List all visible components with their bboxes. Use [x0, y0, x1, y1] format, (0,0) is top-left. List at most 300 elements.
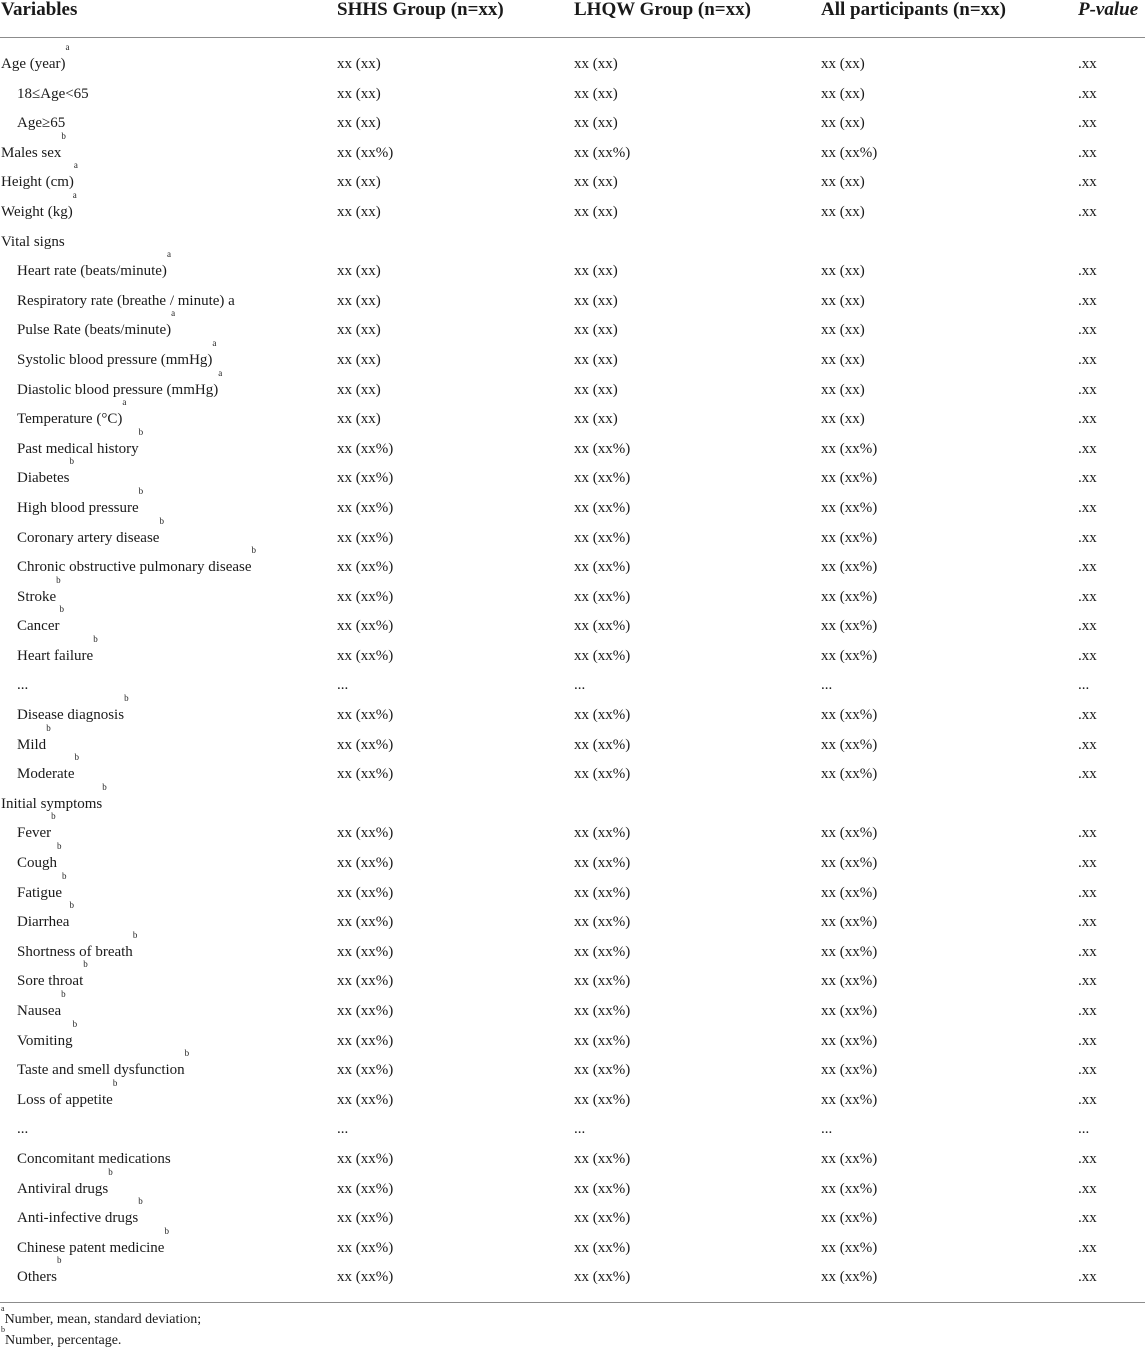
cell-lhqw: xx (xx%) — [574, 144, 631, 161]
cell-all: xx (xx%) — [821, 1003, 878, 1019]
cell-p-value: .xx — [1078, 85, 1097, 102]
cell-shhs: xx (xx%) — [337, 440, 394, 457]
row-label — [17, 79, 89, 109]
cell-shhs: xx (xx%) — [337, 499, 394, 516]
row-label — [1, 42, 70, 79]
cell-all: xx (xx%) — [821, 499, 878, 516]
cell-lhqw: xx (xx%) — [574, 855, 631, 872]
table-row — [0, 249, 1145, 286]
cell-shhs: ... — [337, 677, 349, 694]
row-label-text: Vital signs — [1, 233, 65, 250]
row-label — [17, 633, 98, 671]
row-label — [17, 249, 171, 286]
row-label-text: Systolic blood pressure (mmHg) — [17, 351, 213, 368]
cell-shhs: xx (xx%) — [337, 529, 394, 546]
table-bottom-rule — [0, 1302, 1145, 1303]
cell-all: xx (xx) — [821, 85, 865, 102]
row-label-text: Age≥65 — [17, 115, 66, 132]
table-body — [0, 42, 1145, 1292]
cell-p-value: .xx — [1078, 707, 1097, 724]
cell-shhs: xx (xx%) — [337, 766, 394, 783]
cell-all: xx (xx%) — [821, 1269, 878, 1286]
row-label — [17, 397, 127, 434]
row-label-text: Loss of appetite — [17, 1091, 113, 1108]
cell-shhs: xx (xx%) — [337, 1150, 394, 1167]
row-label-text: Sore throat — [17, 973, 84, 990]
cell-all: xx (xx%) — [821, 470, 878, 487]
cell-shhs: xx (xx%) — [337, 647, 394, 664]
row-label-text: Others — [17, 1269, 57, 1286]
row-label — [17, 1255, 62, 1292]
table-row — [0, 1077, 1145, 1115]
header-variables: Variables — [1, 0, 78, 20]
table-row — [0, 79, 1145, 109]
cell-all: xx (xx%) — [821, 1091, 878, 1108]
cell-all: xx (xx) — [821, 263, 865, 280]
row-label — [17, 1048, 190, 1085]
footnote-marker: b — [59, 604, 64, 615]
row-label — [17, 1018, 78, 1056]
table-row — [0, 1048, 1145, 1085]
cell-p-value: .xx — [1078, 855, 1097, 872]
cell-all: xx (xx) — [821, 381, 865, 398]
cell-all: xx (xx%) — [821, 440, 878, 457]
cell-shhs: xx (xx) — [337, 115, 381, 132]
cell-lhqw: xx (xx%) — [574, 440, 631, 457]
cell-p-value: .xx — [1078, 263, 1097, 280]
cell-all: xx (xx%) — [821, 884, 878, 901]
row-label — [1, 189, 77, 227]
footnote-marker: b — [61, 130, 66, 141]
table-row — [0, 130, 1145, 171]
cell-p-value: .xx — [1078, 1180, 1097, 1197]
cell-all: xx (xx%) — [821, 1032, 878, 1049]
cell-all: ... — [821, 677, 833, 694]
row-label-text: Chinese patent medicine — [17, 1239, 165, 1256]
cell-lhqw: xx (xx%) — [574, 529, 631, 546]
footnote-marker: b — [61, 989, 66, 999]
cell-lhqw: xx (xx%) — [574, 973, 631, 990]
table-row — [0, 1114, 1145, 1144]
footnote-marker: b — [184, 1048, 190, 1059]
table-row — [0, 959, 1145, 996]
row-label-text: Respiratory rate (breathe / minute) a — [17, 292, 235, 309]
table-row — [0, 900, 1145, 937]
table-row — [0, 989, 1145, 1026]
table-row — [0, 160, 1145, 197]
cell-lhqw: xx (xx) — [574, 263, 618, 280]
row-label-text: Males sex — [1, 144, 62, 161]
footnote-marker: a — [212, 337, 217, 348]
table-header — [0, 0, 1145, 38]
cell-lhqw: xx (xx) — [574, 381, 618, 398]
cell-lhqw: xx (xx%) — [574, 884, 631, 901]
cell-lhqw: xx (xx%) — [574, 1269, 631, 1286]
cell-shhs: xx (xx) — [337, 381, 381, 398]
cell-all: xx (xx%) — [821, 529, 878, 546]
row-label — [17, 545, 257, 582]
table-row — [0, 367, 1145, 408]
cell-shhs: xx (xx) — [337, 292, 381, 309]
cell-lhqw: xx (xx%) — [574, 618, 631, 635]
footnote-marker: a — [218, 367, 223, 378]
row-label — [17, 752, 79, 789]
table-row — [0, 633, 1145, 671]
table-row — [0, 1018, 1145, 1059]
cell-lhqw: xx (xx%) — [574, 1003, 631, 1019]
row-label — [17, 1166, 113, 1204]
cell-p-value: .xx — [1078, 825, 1097, 842]
cell-lhqw: xx (xx%) — [574, 1062, 631, 1079]
row-label-text: Age (year) — [1, 56, 66, 72]
cell-shhs: ... — [337, 1121, 349, 1138]
cell-shhs: xx (xx%) — [337, 1032, 394, 1049]
cell-all: xx (xx%) — [821, 1062, 878, 1079]
cell-shhs: xx (xx%) — [337, 144, 394, 161]
header-all-participants: All participants (n=xx) — [821, 0, 1006, 20]
cell-all: xx (xx) — [821, 56, 865, 72]
cell-lhqw: xx (xx) — [574, 322, 618, 339]
cell-all: xx (xx%) — [821, 766, 878, 783]
footnote-b-text: Number, percentage. — [5, 1333, 122, 1348]
cell-lhqw: xx (xx%) — [574, 914, 631, 931]
cell-lhqw: xx (xx%) — [574, 647, 631, 664]
row-label — [17, 108, 65, 138]
cell-lhqw: ... — [574, 1121, 586, 1138]
row-label-text: Chronic obstructive pulmonary disease — [17, 559, 252, 576]
cell-lhqw: xx (xx) — [574, 411, 618, 428]
table-row — [0, 722, 1145, 763]
cell-lhqw: xx (xx%) — [574, 766, 631, 783]
cell-p-value: .xx — [1078, 115, 1097, 132]
row-label — [17, 1144, 171, 1174]
cell-all: xx (xx%) — [821, 973, 878, 990]
table-row — [0, 1255, 1145, 1292]
row-label — [17, 900, 74, 937]
cell-all: xx (xx) — [821, 203, 865, 220]
table-row — [0, 1166, 1145, 1207]
cell-shhs: xx (xx%) — [337, 884, 394, 901]
cell-shhs: xx (xx%) — [337, 470, 394, 487]
cell-all: xx (xx%) — [821, 144, 878, 161]
cell-all: xx (xx%) — [821, 707, 878, 724]
row-label — [17, 515, 164, 553]
row-label-text: 18≤Age<65 — [17, 85, 89, 102]
cell-lhqw: xx (xx%) — [574, 943, 631, 960]
table-row — [0, 870, 1145, 911]
footnote-marker: b — [164, 1225, 169, 1236]
table-row — [0, 545, 1145, 582]
cell-shhs: xx (xx) — [337, 351, 381, 368]
cell-p-value: .xx — [1078, 174, 1097, 191]
row-label-text: Weight (kg) — [1, 203, 73, 220]
footnote-marker: b — [57, 841, 62, 852]
footnote-marker: b — [159, 515, 164, 526]
footnote-marker: b — [62, 870, 67, 881]
cell-all: xx (xx%) — [821, 825, 878, 842]
cell-p-value: .xx — [1078, 381, 1097, 398]
table-row — [0, 1196, 1145, 1233]
row-label — [17, 308, 176, 345]
footnote-marker: a — [122, 397, 127, 408]
table-row — [0, 108, 1145, 138]
cell-shhs: xx (xx%) — [337, 1091, 394, 1108]
cell-shhs: xx (xx%) — [337, 1239, 394, 1256]
cell-p-value: .xx — [1078, 973, 1097, 990]
row-label — [17, 286, 235, 319]
footnote-marker: b — [69, 456, 74, 467]
cell-all: xx (xx) — [821, 174, 865, 191]
footnote-marker: a — [73, 160, 78, 171]
cell-p-value: .xx — [1078, 351, 1097, 368]
cell-p-value: .xx — [1078, 411, 1097, 428]
cell-p-value: .xx — [1078, 1003, 1097, 1019]
table-row — [0, 515, 1145, 556]
cell-lhqw: xx (xx%) — [574, 1180, 631, 1197]
cell-all: ... — [821, 1121, 833, 1138]
footnote-marker: a — [72, 189, 77, 200]
cell-lhqw: xx (xx) — [574, 203, 618, 220]
row-label — [17, 604, 64, 641]
footnote-marker: b — [51, 811, 56, 822]
cell-lhqw: xx (xx%) — [574, 1239, 631, 1256]
footnote-marker: b — [57, 1255, 62, 1266]
row-label — [17, 959, 88, 996]
row-label — [17, 1196, 143, 1233]
footnote-marker: b — [251, 545, 257, 556]
table-row — [0, 308, 1145, 345]
cell-shhs: xx (xx) — [337, 263, 381, 280]
row-label — [1, 130, 66, 168]
footnote-a-text: Number, mean, standard deviation; — [4, 1312, 202, 1327]
cell-shhs: xx (xx%) — [337, 588, 394, 605]
footnote-marker: b — [138, 1196, 143, 1207]
table-row — [0, 1225, 1145, 1266]
cell-shhs: xx (xx%) — [337, 825, 394, 842]
row-label-text: Diastolic blood pressure (mmHg) — [17, 381, 219, 398]
footnote-b — [1, 1325, 122, 1350]
row-label — [17, 670, 28, 700]
footnote-marker: b — [132, 929, 138, 940]
row-label-text: Pulse Rate (beats/minute) — [17, 322, 172, 339]
table-row — [0, 189, 1145, 227]
cell-p-value: .xx — [1078, 470, 1097, 487]
table-row — [0, 693, 1145, 730]
cell-shhs: xx (xx%) — [337, 559, 394, 576]
header-shhs-group: SHHS Group (n=xx) — [337, 0, 504, 20]
footnote-marker: a — [166, 249, 171, 260]
cell-p-value: .xx — [1078, 203, 1097, 220]
row-label-text: Taste and smell dysfunction — [17, 1062, 185, 1079]
row-label — [17, 989, 66, 1026]
cell-p-value: .xx — [1078, 1269, 1097, 1286]
cell-shhs: xx (xx) — [337, 322, 381, 339]
row-label-text: Mild — [17, 736, 47, 753]
cell-lhqw: xx (xx%) — [574, 499, 631, 516]
cell-p-value: .xx — [1078, 559, 1097, 576]
cell-lhqw: xx (xx) — [574, 351, 618, 368]
footnote-marker: b — [72, 1018, 78, 1029]
cell-all: xx (xx) — [821, 115, 865, 132]
footnote-marker: b — [69, 900, 74, 911]
footnote-marker: b — [83, 959, 88, 970]
row-label-text: Concomitant medications — [17, 1150, 171, 1167]
cell-p-value: .xx — [1078, 529, 1097, 546]
cell-lhqw: xx (xx) — [574, 292, 618, 309]
row-label-text: Fatigue — [17, 884, 62, 901]
cell-p-value: .xx — [1078, 766, 1097, 783]
cell-p-value: .xx — [1078, 588, 1097, 605]
cell-lhqw: xx (xx%) — [574, 588, 631, 605]
cell-all: xx (xx%) — [821, 618, 878, 635]
cell-lhqw: xx (xx%) — [574, 825, 631, 842]
row-label — [17, 1225, 169, 1266]
row-label-text: ... — [17, 1121, 29, 1138]
cell-lhqw: xx (xx%) — [574, 1150, 631, 1167]
row-label — [17, 929, 138, 970]
footnote-marker: b — [124, 693, 129, 704]
cell-shhs: xx (xx%) — [337, 1210, 394, 1227]
cell-shhs: xx (xx%) — [337, 618, 394, 635]
row-label — [17, 722, 51, 760]
cell-lhqw: xx (xx%) — [574, 1032, 631, 1049]
row-label-text: Coronary artery disease — [17, 529, 160, 546]
cell-all: xx (xx) — [821, 411, 865, 428]
cell-p-value: .xx — [1078, 440, 1097, 457]
table-row — [0, 752, 1145, 789]
footnote-a — [1, 1304, 202, 1329]
cell-all: xx (xx%) — [821, 855, 878, 872]
cell-shhs: xx (xx) — [337, 56, 381, 72]
cell-all: xx (xx%) — [821, 647, 878, 664]
cell-all: xx (xx%) — [821, 1180, 878, 1197]
cell-p-value: .xx — [1078, 1032, 1097, 1049]
footnote-marker: a — [65, 42, 70, 52]
cell-shhs: xx (xx%) — [337, 914, 394, 931]
table-row — [0, 227, 1145, 260]
cell-p-value: ... — [1078, 1121, 1090, 1138]
cell-all: xx (xx%) — [821, 1239, 878, 1256]
row-label-text: Fever — [17, 825, 52, 842]
footnote-marker: b — [112, 1077, 118, 1088]
row-label-text: Anti-infective drugs — [17, 1210, 139, 1227]
row-label-text: Past medical history — [17, 440, 139, 457]
cell-shhs: xx (xx%) — [337, 855, 394, 872]
row-label — [17, 841, 62, 878]
cell-lhqw: xx (xx%) — [574, 707, 631, 724]
cell-lhqw: xx (xx) — [574, 174, 618, 191]
table-row — [0, 42, 1145, 79]
row-label-text: Shortness of breath — [17, 943, 133, 960]
cell-shhs: xx (xx%) — [337, 1269, 394, 1286]
table-row — [0, 337, 1145, 375]
cell-shhs: xx (xx) — [337, 411, 381, 428]
row-label-text: Moderate — [17, 766, 75, 783]
row-label-text: Nausea — [17, 1003, 62, 1019]
cell-all: xx (xx%) — [821, 943, 878, 960]
cell-lhqw: xx (xx%) — [574, 559, 631, 576]
cell-p-value: .xx — [1078, 322, 1097, 339]
row-label-text: Vomiting — [17, 1032, 73, 1049]
cell-all: xx (xx) — [821, 292, 865, 309]
cell-lhqw: xx (xx%) — [574, 470, 631, 487]
cell-all: xx (xx%) — [821, 559, 878, 576]
footnote-marker: b — [74, 752, 79, 763]
table-row — [0, 574, 1145, 615]
cell-all: xx (xx) — [821, 322, 865, 339]
row-label — [17, 456, 74, 493]
cell-lhqw: xx (xx%) — [574, 1210, 631, 1227]
cell-all: xx (xx%) — [821, 914, 878, 931]
cell-p-value: .xx — [1078, 292, 1097, 309]
cell-all: xx (xx%) — [821, 588, 878, 605]
footnote-a-marker: a — [1, 1304, 5, 1313]
footnote-marker: a — [171, 308, 176, 319]
cell-all: xx (xx%) — [821, 736, 878, 753]
row-label-text: Diabetes — [17, 470, 70, 487]
cell-p-value: .xx — [1078, 943, 1097, 960]
row-label — [17, 426, 144, 467]
cell-shhs: xx (xx%) — [337, 1180, 394, 1197]
cell-all: xx (xx%) — [821, 1210, 878, 1227]
row-label-text: Disease diagnosis — [17, 707, 125, 724]
row-label — [1, 160, 78, 197]
cell-shhs: xx (xx) — [337, 85, 381, 102]
footnote-marker: b — [56, 574, 61, 585]
header-lhqw-group: LHQW Group (n=xx) — [574, 0, 751, 20]
cell-p-value: .xx — [1078, 1150, 1097, 1167]
footnote-marker: b — [46, 722, 51, 733]
row-label-text: Initial symptoms — [1, 795, 103, 812]
row-label — [17, 337, 217, 375]
row-label — [17, 1114, 28, 1144]
row-label — [17, 574, 61, 612]
cell-all: xx (xx%) — [821, 1150, 878, 1167]
header-p-value: P-value — [1078, 0, 1139, 20]
footnote-marker: b — [138, 426, 144, 437]
cell-lhqw: ... — [574, 677, 586, 694]
cell-p-value: .xx — [1078, 618, 1097, 635]
cell-p-value: .xx — [1078, 1091, 1097, 1108]
cell-lhqw: xx (xx%) — [574, 736, 631, 753]
table-row — [0, 841, 1145, 878]
cell-p-value: .xx — [1078, 499, 1097, 516]
cell-lhqw: xx (xx) — [574, 115, 618, 132]
row-label-text: Temperature (°C) — [17, 411, 123, 428]
cell-p-value: .xx — [1078, 1062, 1097, 1079]
row-label-text: High blood pressure — [17, 499, 139, 516]
cell-shhs: xx (xx%) — [337, 943, 394, 960]
cell-p-value: .xx — [1078, 647, 1097, 664]
row-label — [1, 227, 65, 257]
cell-lhqw: xx (xx%) — [574, 1091, 631, 1108]
cell-p-value: .xx — [1078, 56, 1097, 72]
row-label-text: ... — [17, 677, 29, 694]
cell-p-value: .xx — [1078, 736, 1097, 753]
row-label-text: Heart rate (beats/minute) — [17, 263, 167, 280]
table-row — [0, 929, 1145, 970]
cell-p-value: .xx — [1078, 1239, 1097, 1256]
table-row — [0, 397, 1145, 434]
footnote-marker: b — [93, 633, 98, 644]
cell-shhs: xx (xx%) — [337, 973, 394, 990]
table-row — [0, 604, 1145, 641]
cell-shhs: xx (xx%) — [337, 1003, 394, 1019]
row-label-text: Antiviral drugs — [17, 1180, 109, 1197]
cell-shhs: xx (xx) — [337, 174, 381, 191]
row-label-text: Cancer — [17, 618, 60, 635]
table-row — [0, 485, 1145, 523]
